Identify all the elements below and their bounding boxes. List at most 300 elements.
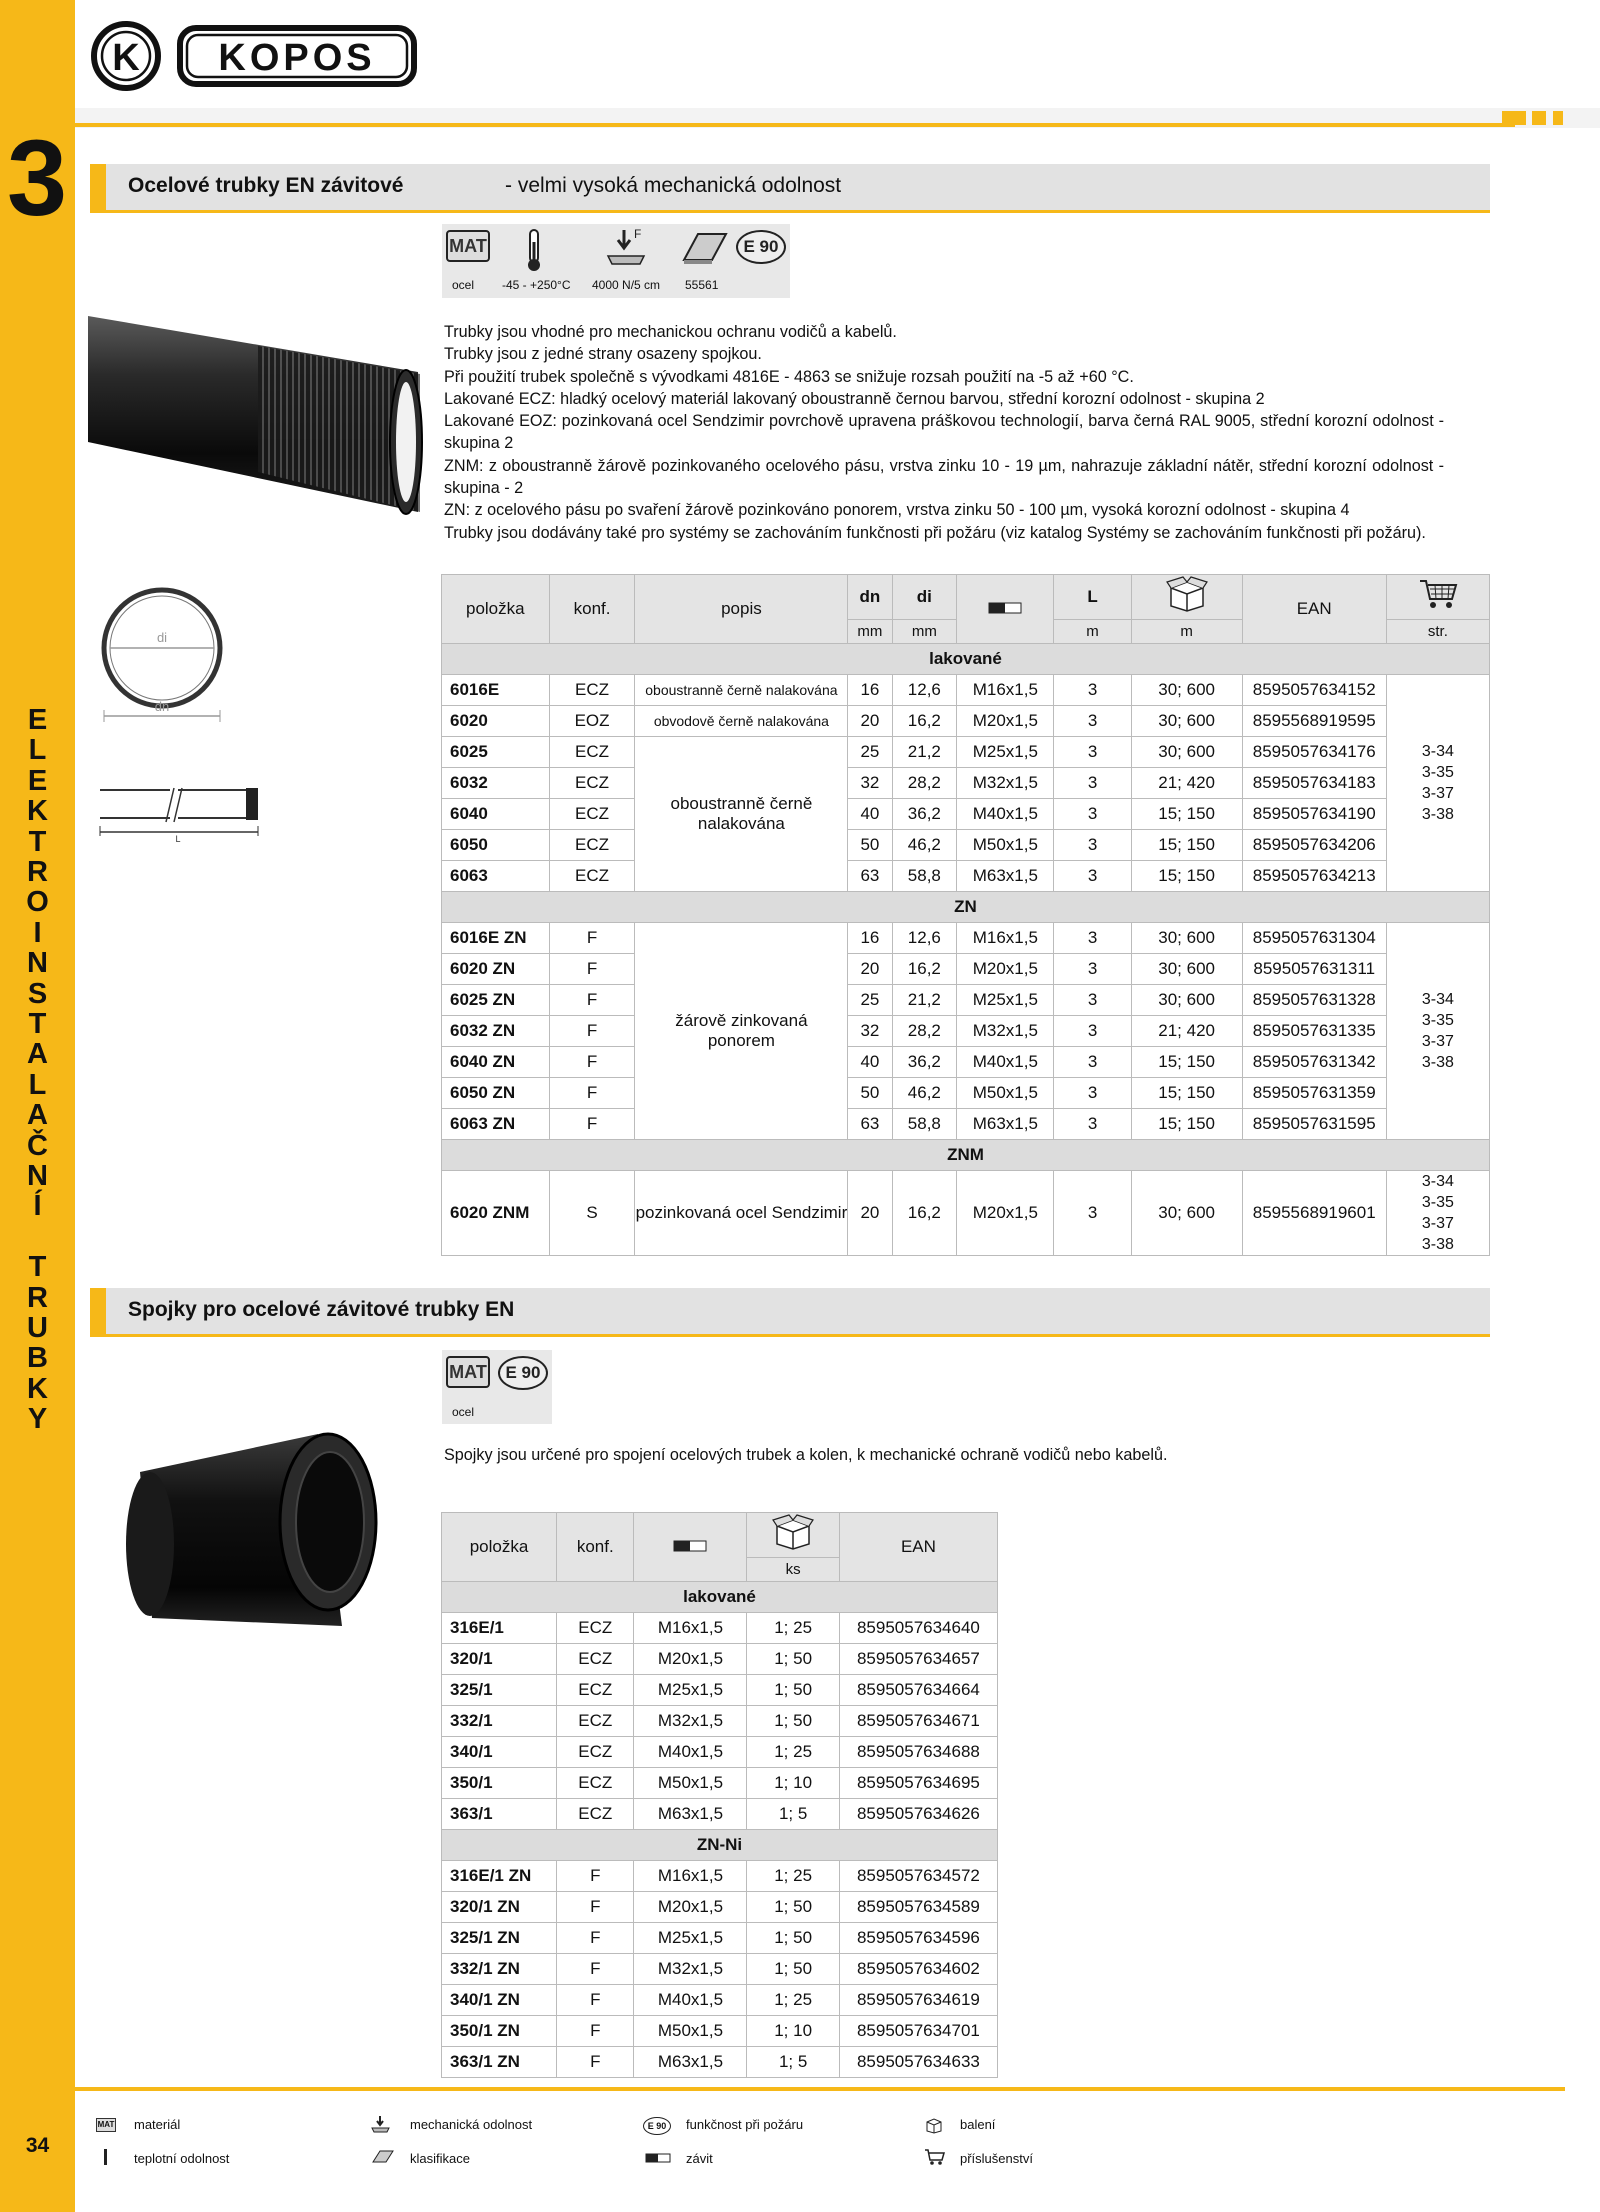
table-cell: 8595057631342 [1242, 1047, 1386, 1078]
page-number: 34 [25, 2134, 50, 2157]
col-header-ean: EAN [839, 1513, 997, 1582]
vertical-title-letter: N [27, 947, 48, 980]
table-cell: 3 [1054, 1171, 1131, 1256]
table-row [442, 1861, 998, 1892]
table-cell: 8595057634152 [1242, 675, 1386, 706]
temperature-icon [522, 228, 546, 272]
table-cell: 50 [848, 1078, 892, 1109]
table-row [442, 1078, 1490, 1109]
table-cell: 8595057634633 [839, 2047, 997, 2078]
unit-mm: mm [848, 619, 892, 643]
table-cell: M32x1,5 [957, 1016, 1054, 1047]
description-paragraph: Trubky jsou z jedné strany osazeny spojkou. [444, 345, 762, 364]
table-cell: 30; 600 [1131, 737, 1242, 768]
table-row [442, 954, 1490, 985]
table-cell: 3 [1054, 954, 1131, 985]
table-cell: 6050 [442, 830, 550, 861]
description-paragraph: ZNM: z oboustranně žárově pozinkovaného ocelového pásu, vrstva zinku 10 - 19 µm, nahrazuje základní nátěr, střední korozní odolnost - skupina - 2 [444, 456, 1444, 498]
table-cell: obvodově černě nalakována [635, 706, 848, 737]
section-subtitle: - velmi vysoká mechanická odolnost [505, 174, 842, 197]
thread-icon [645, 2153, 671, 2163]
material-icon: MAT [446, 1356, 490, 1388]
svg-text:L: L [175, 834, 181, 844]
table-row [442, 1706, 998, 1737]
table-cell: F [557, 1892, 634, 1923]
table-cell: ZN-Ni [442, 1830, 998, 1861]
table-cell: 6020 ZNM [442, 1171, 550, 1256]
section-title: Spojky pro ocelové závitové trubky EN [128, 1298, 515, 1321]
page-references [1386, 923, 1489, 1140]
kopos-logo [90, 20, 430, 92]
table-cell: 3 [1054, 768, 1131, 799]
table-cell: ECZ [549, 768, 635, 799]
table-row [442, 1985, 998, 2016]
table-cell: 15; 150 [1131, 1109, 1242, 1140]
col-header-thread [634, 1513, 747, 1582]
table-cell: 316E/1 [442, 1613, 557, 1644]
table-cell: 332/1 [442, 1706, 557, 1737]
table-cell: 320/1 ZN [442, 1892, 557, 1923]
table-cell: oboustranně černě nalakována [635, 737, 848, 892]
unit-mm: mm [892, 619, 957, 643]
table-cell: 46,2 [892, 830, 957, 861]
description-paragraph: Při použití trubek společně s vývodkami 4816E - 4863 se snižuje rozsah použití na -5 až +60 °C. [444, 367, 1134, 386]
table-cell: 1; 25 [747, 1613, 839, 1644]
table-cell: ECZ [557, 1675, 634, 1706]
table-row [442, 1892, 998, 1923]
table-cell: 1; 10 [747, 1768, 839, 1799]
table-cell: 28,2 [892, 1016, 957, 1047]
table-cell: M20x1,5 [957, 1171, 1054, 1256]
section-header-couplings [90, 1288, 1490, 1337]
table-cell: M16x1,5 [957, 923, 1054, 954]
col-header-thread [957, 575, 1054, 644]
table-cell: pozinkovaná ocel Sendzimir [635, 1171, 848, 1256]
table-cell: 363/1 [442, 1799, 557, 1830]
legend-item: materiál [134, 2117, 181, 2132]
header-square [1553, 111, 1563, 125]
table-cell: 3 [1054, 737, 1131, 768]
table-cell: 3 [1054, 1109, 1131, 1140]
thread-icon [673, 1540, 707, 1552]
table-cell: ZNM [442, 1140, 1490, 1171]
table-cell: 3 [1054, 985, 1131, 1016]
table-cell: oboustranně černě nalakována [635, 675, 848, 706]
table-row [442, 1171, 1490, 1256]
table-cell: ECZ [549, 830, 635, 861]
table-row [442, 799, 1490, 830]
table-cell: 30; 600 [1131, 675, 1242, 706]
table-cell: 15; 150 [1131, 830, 1242, 861]
classification-icon [371, 2149, 395, 2165]
pipes-description [444, 321, 1444, 544]
table-row [442, 1644, 998, 1675]
table-cell: M50x1,5 [634, 2016, 747, 2047]
table-cell: F [557, 2047, 634, 2078]
table-cell: 1; 5 [747, 2047, 839, 2078]
table-cell: 6032 [442, 768, 550, 799]
table-cell: 28,2 [892, 768, 957, 799]
table-cell: M25x1,5 [957, 985, 1054, 1016]
table-cell: 16,2 [892, 1171, 957, 1256]
coupling-image [122, 1426, 384, 1632]
table-cell: 40 [848, 1047, 892, 1078]
table-cell: ECZ [557, 1799, 634, 1830]
page-reference: 3-38 [1421, 806, 1454, 823]
classification-value: 55561 [685, 278, 719, 292]
table-cell: M63x1,5 [634, 1799, 747, 1830]
table-cell: 350/1 ZN [442, 2016, 557, 2047]
shopping-cart-icon [1418, 577, 1458, 611]
description-paragraph: Lakované ECZ: hladký ocelový materiál lakovaný oboustranně černou barvou, střední korozní odolnost - skupina 2 [444, 389, 1265, 408]
table-cell: 8595057634213 [1242, 861, 1386, 892]
table-cell: 8595568919595 [1242, 706, 1386, 737]
table-cell: F [549, 1109, 635, 1140]
table-cell: 40 [848, 799, 892, 830]
page-reference: 3-38 [1421, 1236, 1454, 1253]
description-paragraph: ZN: z ocelového pásu po svaření žárově pozinkováno ponorem, vrstva zinku 50 - 100 µm, vysoká korozní odolnost - skupina 4 [444, 501, 1350, 520]
group-row-zn [442, 892, 1490, 923]
table-cell: 32 [848, 1016, 892, 1047]
legend-item: závit [686, 2151, 713, 2166]
table-cell: ECZ [549, 675, 635, 706]
page-reference: 3-37 [1421, 785, 1454, 802]
table-cell: 8595057634619 [839, 1985, 997, 2016]
property-icons [442, 224, 790, 298]
description-paragraph: Lakované EOZ: pozinkovaná ocel Sendzimir povrchově upravena práškovou technologií, barva černá RAL 9005, střední korozní odolnost - skupina 2 [444, 412, 1444, 453]
table-cell: 8595057631359 [1242, 1078, 1386, 1109]
couplings-table [441, 1512, 998, 2078]
table-cell: 16 [848, 675, 892, 706]
table-cell: 3 [1054, 706, 1131, 737]
col-header-packaging [747, 1513, 839, 1558]
table-cell: ECZ [549, 861, 635, 892]
table-cell: M20x1,5 [634, 1644, 747, 1675]
col-header-item: položka [442, 1513, 557, 1582]
header-stripe [75, 123, 1515, 127]
table-cell: M20x1,5 [634, 1892, 747, 1923]
page-reference: 3-35 [1421, 764, 1454, 781]
col-header-packaging [1131, 575, 1242, 620]
material-icon: MAT [96, 2118, 116, 2132]
table-cell: 12,6 [892, 923, 957, 954]
table-cell: 30; 600 [1131, 923, 1242, 954]
classification-icon [680, 230, 730, 266]
table-cell: žárově zinkovaná ponorem [635, 923, 848, 1140]
temperature-value: -45 - +250°C [502, 278, 571, 292]
table-row [442, 1923, 998, 1954]
table-cell: M32x1,5 [634, 1954, 747, 1985]
group-row-znni [442, 1830, 998, 1861]
table-cell: 8595057634640 [839, 1613, 997, 1644]
table-cell: 8595568919601 [1242, 1171, 1386, 1256]
table-cell: 21,2 [892, 737, 957, 768]
vertical-title-letter: E [27, 704, 48, 736]
table-cell: 6063 [442, 861, 550, 892]
table-cell: F [557, 2016, 634, 2047]
table-cell: F [557, 1954, 634, 1985]
pipes-table [441, 574, 1490, 1256]
legend-item: mechanická odolnost [410, 2117, 533, 2132]
table-cell: F [549, 954, 635, 985]
table-cell: 8595057634701 [839, 2016, 997, 2047]
table-cell: F [557, 1923, 634, 1954]
table-cell: M25x1,5 [634, 1675, 747, 1706]
table-cell: M40x1,5 [957, 1047, 1054, 1078]
table-cell: M16x1,5 [634, 1613, 747, 1644]
table-row [442, 1799, 998, 1830]
pipe-cross-section-diagram [98, 584, 228, 732]
table-cell: 8595057634183 [1242, 768, 1386, 799]
vertical-title-letter: A [27, 1038, 48, 1071]
table-row [442, 1675, 998, 1706]
header-square [1532, 111, 1546, 125]
table-cell: 1; 50 [747, 1954, 839, 1985]
table-cell: 6050 ZN [442, 1078, 550, 1109]
table-row [442, 675, 1490, 706]
table-cell: 8595057634695 [839, 1768, 997, 1799]
table-cell: 25 [848, 737, 892, 768]
material-value: ocel [452, 278, 475, 292]
table-cell: 20 [848, 1171, 892, 1256]
table-cell: M63x1,5 [634, 2047, 747, 2078]
table-cell: 15; 150 [1131, 861, 1242, 892]
table-cell: M40x1,5 [634, 1985, 747, 2016]
table-cell: 6016E ZN [442, 923, 550, 954]
vertical-title-letter: L [28, 734, 47, 767]
table-cell: M50x1,5 [957, 830, 1054, 861]
temperature-icon [103, 2148, 109, 2166]
col-header-item: položka [442, 575, 550, 644]
material-icon: MAT [446, 230, 490, 262]
table-cell: 6040 [442, 799, 550, 830]
table-cell: ECZ [549, 799, 635, 830]
table-cell: ECZ [557, 1768, 634, 1799]
table-cell: 8595057634688 [839, 1737, 997, 1768]
table-cell: lakované [442, 644, 1490, 675]
legend-item: příslušenství [960, 2151, 1033, 2166]
table-row [442, 1047, 1490, 1078]
table-row [442, 737, 1490, 768]
unit-m: m [1131, 619, 1242, 643]
page-reference: 3-38 [1421, 1054, 1454, 1071]
vertical-title-letter: N [27, 1160, 48, 1192]
table-cell: 32 [848, 768, 892, 799]
svg-text:di: di [156, 630, 168, 645]
table-cell: M20x1,5 [957, 954, 1054, 985]
table-cell: 8595057634572 [839, 1861, 997, 1892]
table-cell: 16,2 [892, 706, 957, 737]
table-cell: 30; 600 [1131, 1171, 1242, 1256]
table-cell: 1; 5 [747, 1799, 839, 1830]
page-references [1386, 1171, 1489, 1256]
table-cell: 63 [848, 861, 892, 892]
table-cell: M16x1,5 [634, 1861, 747, 1892]
table-cell: 30; 600 [1131, 706, 1242, 737]
table-cell: 1; 50 [747, 1644, 839, 1675]
group-row-znm [442, 1140, 1490, 1171]
table-cell: F [549, 1016, 635, 1047]
legend-item: funkčnost při požáru [686, 2117, 804, 2132]
col-header-accessory [1386, 575, 1489, 620]
material-value: ocel [452, 1405, 475, 1419]
table-cell: 36,2 [892, 1047, 957, 1078]
table-row [442, 1954, 998, 1985]
table-cell: F [549, 923, 635, 954]
table-cell: 6016E [442, 675, 550, 706]
table-cell: 8595057634206 [1242, 830, 1386, 861]
col-header-dn: dn [848, 575, 892, 620]
table-cell: ECZ [557, 1644, 634, 1675]
fire-resistance-icon: E 90 [498, 1356, 548, 1390]
vertical-title-letter: S [27, 977, 48, 1010]
table-cell: EOZ [549, 706, 635, 737]
vertical-title-letter: T [28, 825, 47, 858]
table-cell: 1; 25 [747, 1985, 839, 2016]
table-cell: 50 [848, 830, 892, 861]
group-row-lakovane [442, 1582, 998, 1613]
table-cell: 30; 600 [1131, 985, 1242, 1016]
col-header-di: di [892, 575, 957, 620]
steel-pipe-image [88, 312, 424, 552]
table-cell: M16x1,5 [957, 675, 1054, 706]
table-cell: 15; 150 [1131, 1078, 1242, 1109]
table-cell: 6025 ZN [442, 985, 550, 1016]
fire-resistance-icon: E 90 [643, 2117, 671, 2135]
table-cell: 332/1 ZN [442, 1954, 557, 1985]
mechanical-resistance-icon [371, 2115, 391, 2133]
vertical-title-letter: Y [27, 1403, 48, 1436]
vertical-title-letter: A [27, 1099, 48, 1132]
table-cell: 15; 150 [1131, 799, 1242, 830]
table-cell: 316E/1 ZN [442, 1861, 557, 1892]
property-icons [442, 1350, 552, 1424]
table-row [442, 830, 1490, 861]
mechanical-resistance-icon [604, 226, 654, 270]
table-cell: M25x1,5 [957, 737, 1054, 768]
packaging-icon [1165, 576, 1209, 612]
vertical-title-letter: T [28, 1008, 47, 1040]
table-cell: ECZ [557, 1613, 634, 1644]
table-cell: S [549, 1171, 635, 1256]
vertical-title-letter: L [28, 1068, 47, 1101]
vertical-title-letter: K [27, 1372, 48, 1405]
table-cell: ECZ [549, 737, 635, 768]
table-cell: M20x1,5 [957, 706, 1054, 737]
table-cell: M32x1,5 [634, 1706, 747, 1737]
table-cell: M63x1,5 [957, 1109, 1054, 1140]
vertical-title-letter: R [27, 1281, 48, 1314]
description-paragraph: Trubky jsou dodávány také pro systémy se zachováním funkčnosti při požáru (viz katalog Systémy se zachováním funkčnosti při požáru). [444, 523, 1426, 542]
svg-text:dn: dn [154, 699, 170, 714]
col-header-konf: konf. [549, 575, 635, 644]
table-row [442, 2047, 998, 2078]
table-cell: 3 [1054, 1078, 1131, 1109]
table-cell: 12,6 [892, 675, 957, 706]
table-cell: 1; 10 [747, 2016, 839, 2047]
packaging-icon [924, 2116, 944, 2134]
table-cell: 21; 420 [1131, 1016, 1242, 1047]
legend-item: teplotní odolnost [134, 2151, 230, 2166]
table-cell: 8595057634190 [1242, 799, 1386, 830]
mechanical-value: 4000 N/5 cm [592, 278, 661, 292]
chapter-number: 3 [6, 117, 68, 238]
table-cell: 6032 ZN [442, 1016, 550, 1047]
table-row [442, 923, 1490, 954]
table-row [442, 1613, 998, 1644]
table-cell: 8595057631311 [1242, 954, 1386, 985]
table-row [442, 706, 1490, 737]
table-cell: 30; 600 [1131, 954, 1242, 985]
table-cell: 8595057634664 [839, 1675, 997, 1706]
table-cell: 363/1 ZN [442, 2047, 557, 2078]
table-cell: 3 [1054, 830, 1131, 861]
table-cell: F [549, 985, 635, 1016]
vertical-title-letter: R [27, 856, 48, 888]
page-reference: 3-35 [1421, 1194, 1454, 1211]
table-cell: 8595057634596 [839, 1923, 997, 1954]
table-cell: 325/1 [442, 1675, 557, 1706]
table-cell: 8595057634671 [839, 1706, 997, 1737]
page-reference: 3-37 [1421, 1215, 1454, 1232]
table-row [442, 861, 1490, 892]
section-title: Ocelové trubky EN závitové [128, 174, 404, 197]
table-cell: 8595057631335 [1242, 1016, 1386, 1047]
table-cell: 3 [1054, 861, 1131, 892]
table-cell: F [549, 1047, 635, 1078]
table-row [442, 1768, 998, 1799]
table-cell: 1; 50 [747, 1675, 839, 1706]
table-cell: F [557, 1985, 634, 2016]
thread-icon [988, 602, 1022, 614]
table-cell: 340/1 [442, 1737, 557, 1768]
fire-resistance-icon: E 90 [736, 230, 786, 264]
table-cell: 8595057634176 [1242, 737, 1386, 768]
table-row [442, 1016, 1490, 1047]
table-cell: 3 [1054, 799, 1131, 830]
table-cell: M32x1,5 [957, 768, 1054, 799]
page-reference: 3-34 [1421, 743, 1454, 760]
group-row-lakovane [442, 644, 1490, 675]
table-cell: 320/1 [442, 1644, 557, 1675]
page-reference: 3-34 [1421, 1173, 1454, 1190]
col-header-length: L [1054, 575, 1131, 620]
table-cell: 325/1 ZN [442, 1923, 557, 1954]
vertical-title-letter: O [26, 886, 49, 919]
table-cell: 3 [1054, 923, 1131, 954]
vertical-title-letter: E [27, 764, 48, 797]
legend-item: klasifikace [410, 2151, 470, 2166]
table-cell: M50x1,5 [634, 1768, 747, 1799]
vertical-title-letter: T [28, 1251, 47, 1284]
table-cell: 1; 50 [747, 1892, 839, 1923]
table-cell: 6040 ZN [442, 1047, 550, 1078]
header-square [1502, 111, 1526, 125]
table-cell: 21,2 [892, 985, 957, 1016]
unit-m: m [1054, 619, 1131, 643]
table-cell: ECZ [557, 1706, 634, 1737]
page-references [1386, 675, 1489, 892]
table-cell: 350/1 [442, 1768, 557, 1799]
table-row [442, 1109, 1490, 1140]
col-header-ean: EAN [1242, 575, 1386, 644]
couplings-description: Spojky jsou určené pro spojení ocelových trubek a kolen, k mechanické ochraně vodičů nebo kabelů. [444, 1446, 1168, 1464]
table-cell: 3 [1054, 1016, 1131, 1047]
packaging-icon [771, 1514, 815, 1550]
table-cell: 63 [848, 1109, 892, 1140]
table-cell: ZN [442, 892, 1490, 923]
table-cell: 8595057634602 [839, 1954, 997, 1985]
